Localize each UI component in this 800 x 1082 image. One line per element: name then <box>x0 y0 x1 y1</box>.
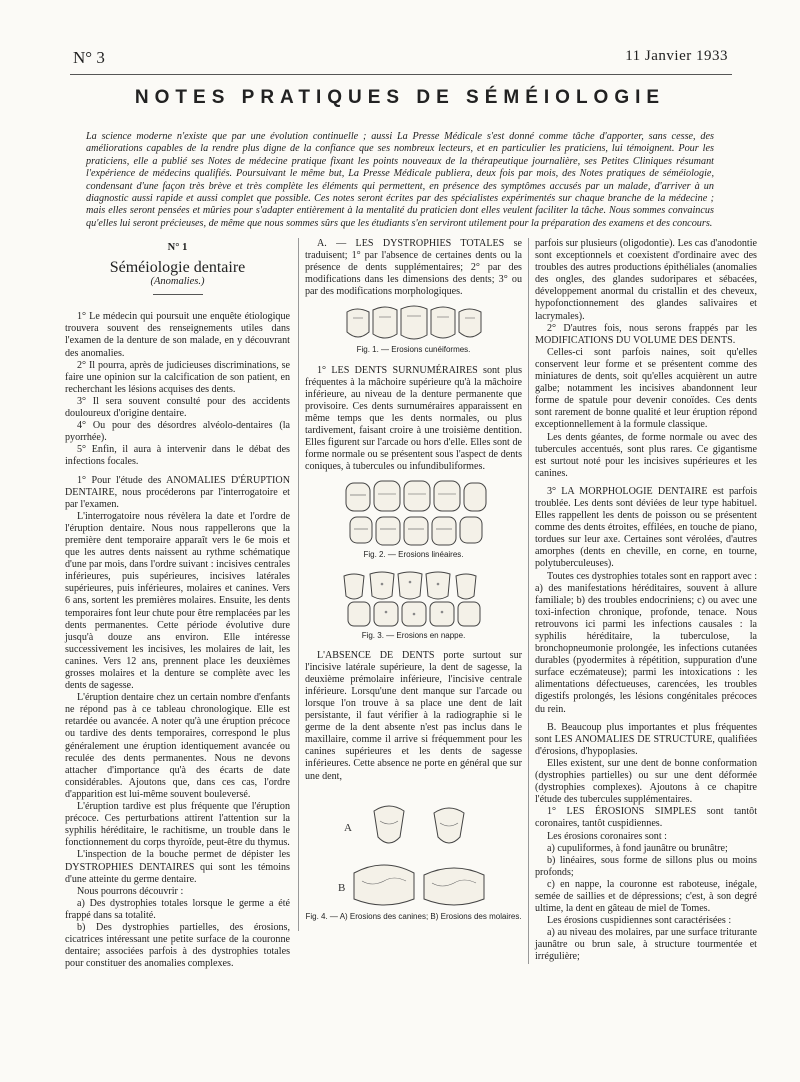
paragraph: b) Des dystrophies partielles, des érosions, cicatrices intéressant une petite surface de la couronne dentaire; associées parfois à des dystrophies totales pour constituer des anomalies complexes. <box>65 921 290 970</box>
paragraph: Celles-ci sont parfois naines, soit qu'elles conservent leur forme et se présentent comme des miniatures de dents, soit qu'elles acquièrent un autre galbe; notamment les incisives abandonnent leur forme de spatule pour devenir conoïdes. Ces dents sont rarement de bonne qualité et leur éruption répond exceptionnellement à la formule classique. <box>535 346 757 431</box>
figure-1 <box>305 304 522 356</box>
paragraph: 5° Enfin, il aura à intervenir dans le débat des infections focales. <box>65 444 290 468</box>
paragraph: Les érosions coronaires sont : <box>547 830 667 842</box>
erosions-canines-molars-illustration <box>324 791 504 911</box>
paragraph: Nous pourrons découvrir : <box>77 885 184 897</box>
header-rule <box>70 74 732 75</box>
paragraph: parfois sur plusieurs (oligodontie). Les cas d'anodontie sont exceptionnels et coexistent d'ordinaire avec des troubles des autres productions épithéliales (anomalies des ongles, des glandes sudoripares et sébacées, développement anormal du cristallin et des cheveux, hypofonctionnement des glandes salivaires et lacrymales). <box>535 238 757 322</box>
paragraph: L'inspection de la bouche permet de dépister les DYSTROPHIES DENTAIRES qui sont les témoins d'une atteinte du germe dentaire. <box>65 849 290 885</box>
figure-3 <box>305 570 522 642</box>
figure-1-caption: Fig. 1. — Erosions cunéiformes. <box>356 345 471 355</box>
paragraph: 1° LES DENTS SURNUMÉRAIRES sont plus fréquentes à la mâchoire supérieure qu'à la mâchoire inférieure, au niveau de la denture permanente que provisoire. Ces dents surnuméraires apparaissent en même temps que les dents normales, ou plus tardivement, faisant croire à une troisième dentition. Elles figurent sur l'arcade ou hors d'elle. Elles sont de forme normale ou se présentent sous l'aspect de dents coniques, à tubercules ou infundibuliformes. <box>305 364 522 473</box>
figure-2 <box>305 479 522 561</box>
paragraph: L'interrogatoire nous révèlera la date et l'ordre de l'éruption dentaire. Nous nous rappellerons que la première dent temporaire apparaît vers le 6e mois et que les autres dents naissent au rythme schématique d'une par mois, dans l'ordre suivant : incisives centrales inférieures, puis supérieures, incisives latérales supérieures, puis inférieures, molaires et canines. Vers 6 ans, sortent les premières molaires. Ensuite, les dents temporaires font leur chute pour être remplacées par les dents permanentes. Cette période évolutive dure jusqu'à douze ans environ. Elle intéresse successivement les incisives, les molaires de lait, les canines. Vers 12 ans, prennent place les deuxièmes grosses molaires et la denture se complète avec les dents de sagesse. <box>65 510 290 692</box>
paragraph: Elles existent, sur une dent de bonne conformation (dystrophies partielles) ou sur une dent déformée (dystrophies complexes). Ajoutons à ce chapitre l'étude des tubercules supplémentaires. <box>535 757 757 806</box>
figure-4-label-b: B <box>337 881 345 894</box>
erosions-cuneiform-illustration <box>339 304 489 344</box>
paragraph: 3° LA MORPHOLOGIE DENTAIRE est parfois troublée. Les dents sont déviées de leur type habituel. Elles rappellent les dents de poisson ou se présentent comme des dents étroites, effilées, en touche de piano, tordues sur leur axe. Certaines sont vérolées, d'autres amorphes (dents en cheville, en corne, en tourne, polytuberculeuses). <box>535 485 757 570</box>
figure-4 <box>305 791 522 923</box>
figure-2-caption: Fig. 2. — Erosions linéaires. <box>363 550 464 560</box>
paragraph: A. — LES DYSTROPHIES TOTALES se traduisent; 1° par l'absence de certaines dents ou la présence de dents supplémentaires; 2° par des modifications dans les dimensions des dents; 3° ou par des modifications morphologiques. <box>305 238 522 298</box>
paragraph: Les érosions cuspidiennes sont caractérisées : <box>547 915 732 927</box>
column-2 <box>298 238 522 931</box>
erosions-linear-illustration <box>334 479 494 549</box>
section-number: N° 1 <box>167 242 188 253</box>
paragraph: c) en nappe, la couronne est raboteuse, inégale, semée de saillies et de dépressions; c'est, à son degré ultime, la dent en gâteau de miel de Tomes. <box>535 878 757 915</box>
erosions-sheet-illustration <box>334 570 494 630</box>
column-3 <box>528 238 757 964</box>
paragraph: L'ABSENCE DE DENTS porte surtout sur l'incisive latérale supérieure, la dent de sagesse, la deuxième prémolaire inférieure, l'incisive centrale inférieure. Lorsqu'une dent manque sur l'arcade ou lorsque l'on trouve à sa place une dent de lait persistante, il faut vérifier à la radiographie si le germe de la dent absente n'est pas inclus dans le maxillaire, comme il arrive si fréquemment pour les canines supérieures et les dents de sagesse inférieures. Cette absence ne porte en général que sur une dent, <box>305 649 522 782</box>
issue-number: N° 3 <box>73 48 105 67</box>
intro-text: La science moderne n'existe que par une évolution continuelle ; aussi La Presse Médicale s'est donné comme tâche d'apporter, sans cesse, des améliorations capables de la rendre plus digne de la confiance que ses nombreux lecteurs, et en particulier les praticiens, lui témoignent. Pour les praticiens, elle a publié ses Notes de médecine pratique fixant les points nouveaux de la thérapeutique journalière, ses Petites Cliniques résumant l'expérience de médecins qualifiés. Poursuivant le même but, La Presse Médicale publiera, deux fois par mois, des Notes pratiques de séméiologie, condensant d'une façon très brève et très complète les éléments qui permettent, en présence des symptômes accusés par un malade, d'arriver à un diagnostic aussi rapide et aussi complet que possible. Ces notes seront écrites par des spécialistes expérimentés sur chaque branche de la médecine ; mais elles seront pensées et mûries pour s'adapter entièrement à la mentalité du praticien dont elles veulent faciliter la tâche. Nous sommes convaincus qu'elles lui seront précieuses, de même que nous sommes sûrs que les étudiants s'en serviront utilement pour la préparation des examens et des concours. <box>86 131 714 229</box>
paragraph: a) au niveau des molaires, par une surface triturante jaunâtre ou brun sale, à structure tourmentée et irrégulière; <box>535 927 757 963</box>
paragraph: b) linéaires, sous forme de sillons plus ou moins profonds; <box>535 854 757 878</box>
paragraph: Toutes ces dystrophies totales sont en rapport avec : a) des manifestations héréditaires, souvent à allure familiale; b) des troubles endocriniens; c) ou avec une toxi-infection chronique, profonde, tenace. Nous retrouvons ici parmi les infections causales : la syphilis héréditaire, la tuberculose, la bronchopneumonie prolongée, les infections cutanées durables (pyodermites à répétition, suppuration d'une surface eczémateuse); parmi les intoxications : les alimentations défectueuses, carencées, les troubles digestifs prolongés, les lésions congénitales précoces du rein. <box>535 570 757 715</box>
issue-date: 11 Janvier 1933 <box>625 48 728 64</box>
paragraph: 3° Il sera souvent consulté pour des accidents douloureux d'origine dentaire. <box>65 395 290 420</box>
figure-4-label-a: A <box>343 821 352 834</box>
paragraph: 1° Pour l'étude des ANOMALIES D'ÉRUPTION DENTAIRE, nous procéderons par l'interrogatoire et par l'examen. <box>65 474 290 510</box>
section-divider <box>153 294 203 295</box>
paragraph: L'éruption dentaire chez un certain nombre d'enfants ne répond pas à ce tableau chronologique. Elle est retardée ou avancée. A noter qu'à une éruption précoce ou tardive des dents temporaires, correspond le plus généralement une éruption identiquement avancée ou reculée des dents permanentes. Nous ne devons attacher d'importance qu'à des écarts de date considérables. Ajoutons que, dans ces cas, l'ordre d'apparition est lui-même souvent bouleversé. <box>65 692 290 800</box>
paragraph: 4° Ou pour des désordres alvéolo-dentaires (la pyorrhée). <box>65 420 290 444</box>
column-1 <box>65 238 290 970</box>
section-subtitle: (Anomalies.) <box>150 276 205 288</box>
figure-3-caption: Fig. 3. — Erosions en nappe. <box>361 630 466 640</box>
intro-paragraph <box>86 131 714 230</box>
paragraph: L'éruption tardive est plus fréquente que l'éruption précoce. Ces perturbations attirent l'attention sur la syphilis héréditaire, le rachitisme, un trouble dans le fonctionnement du corps thyroïde, peut-être du thymus. <box>65 801 290 849</box>
paragraph: a) Des dystrophies totales lorsque le germe a été frappé dans sa totalité. <box>65 897 290 921</box>
paragraph: 1° LES ÉROSIONS SIMPLES sont tantôt coronaires, tantôt cuspidiennes. <box>535 806 757 830</box>
paragraph: Les dents géantes, de forme normale ou avec des tubercules accentués, sont plus rares. Ce gigantisme est surtout noté pour les incisives supérieures et les canines. <box>535 431 757 479</box>
paragraph: 2° D'autres fois, nous serons frappés par les MODIFICATIONS DU VOLUME DES DENTS. <box>535 322 757 346</box>
section-title: Séméiologie dentaire <box>109 259 246 277</box>
figure-4-caption: Fig. 4. — A) Erosions des canines; B) Erosions des molaires. <box>305 911 522 921</box>
page-title: NOTES PRATIQUES DE SÉMÉIOLOGIE <box>134 87 666 108</box>
paragraph: 2° Il pourra, après de judicieuses discriminations, se faire une opinion sur la calcification de son patient, en recherchant les lésions acquises des dents. <box>65 359 290 395</box>
paragraph: 1° Le médecin qui poursuit une enquête étiologique trouvera souvent des renseignements utiles dans l'examen de la denture de son malade, en y découvrant des anomalies. <box>65 311 290 359</box>
paragraph: B. Beaucoup plus importantes et plus fréquentes sont LES ANOMALIES DE STRUCTURE, qualifiées d'érosions, d'hypoplasies. <box>535 721 757 757</box>
paragraph: a) cupuliformes, à fond jaunâtre ou brunâtre; <box>547 842 728 854</box>
